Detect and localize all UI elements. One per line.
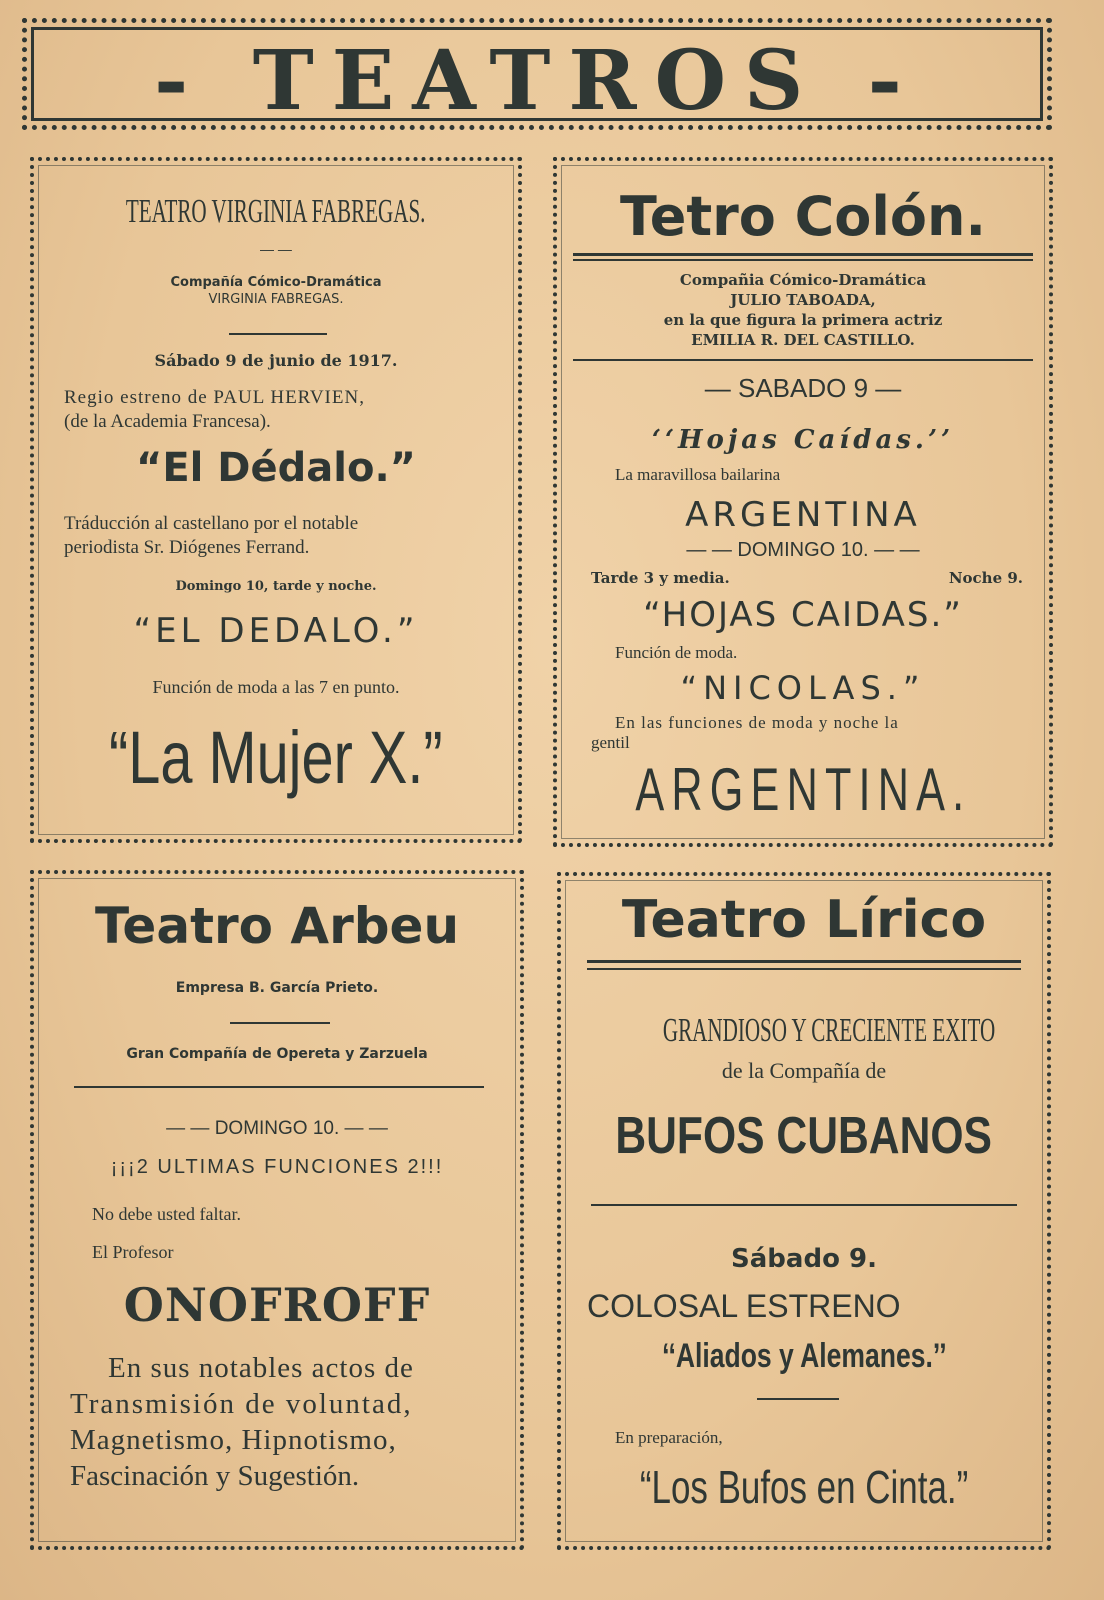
virginia-company-line1: Compañía Cómico-Dramática [170, 275, 382, 290]
divider [573, 359, 1033, 361]
colon-play1: ‘‘Hojas Caídas.’’ [651, 425, 955, 455]
title-underline [573, 253, 1033, 256]
title-underline [587, 960, 1021, 963]
header-title: - TEATROS - [154, 33, 920, 129]
virginia-date: Sábado 9 de junio de 1917. [154, 351, 398, 370]
virginia-company-line2: VIRGINIA FABREGAS. [208, 292, 344, 307]
arbeu-acts-line1: En sus notables actos de [108, 1352, 414, 1384]
virginia-play1: “El Dédalo.” [136, 445, 416, 491]
arbeu-title: Teatro Arbeu [94, 897, 460, 955]
colon-sunday: — — DOMINGO 10. — — [686, 539, 920, 561]
theaters-header-frame [22, 18, 1052, 130]
ad-teatro-arbeu [30, 870, 524, 1550]
ad-teatro-virginia-fabregas [30, 157, 522, 843]
colon-play2: “HOJAS CAIDAS.” [643, 595, 963, 635]
virginia-trad-line2: periodista Sr. Diógenes Ferrand. [64, 537, 310, 558]
lirico-preparacion: En preparación, [615, 1428, 723, 1447]
arbeu-empresa: Empresa B. García Prieto. [175, 980, 379, 996]
lirico-compania: de la Compañía de [721, 1058, 887, 1083]
title-underline [587, 968, 1021, 970]
virginia-title: TEATRO VIRGINIA FABREGAS. [126, 193, 426, 230]
virginia-estreno-line2: (de la Academia Francesa). [64, 411, 271, 432]
ad-teatro-colon [553, 157, 1053, 847]
colon-company-line4: EMILIA R. DEL CASTILLO. [691, 331, 915, 349]
lirico-play2: “Los Bufos en Cinta.” [639, 1461, 969, 1513]
virginia-sunday: Domingo 10, tarde y noche. [175, 579, 377, 594]
lirico-exito: GRANDIOSO Y CRECIENTE EXITO [662, 1012, 996, 1049]
colon-company-line1: Compañia Cómico-Dramática [679, 271, 927, 289]
arbeu-acts-line4: Fascinación y Sugestión. [70, 1460, 360, 1492]
divider [229, 333, 327, 335]
colon-funcion: Función de moda. [615, 643, 738, 662]
virginia-play2: “EL DEDALO.” [133, 611, 419, 651]
arbeu-acts-line3: Magnetismo, Hipnotismo, [70, 1424, 397, 1456]
colon-bailarina: La maravillosa bailarina [615, 465, 781, 484]
colon-saturday: — SABADO 9 — [704, 373, 902, 403]
arbeu-name: ONOFROFF [123, 1278, 431, 1332]
virginia-dash: — — [260, 241, 292, 257]
divider [74, 1086, 484, 1088]
colon-argentina2: ARGENTINA. [634, 756, 972, 823]
virginia-funcion: Función de moda a las 7 en punto. [152, 677, 400, 697]
colon-tarde: Tarde 3 y media. [591, 569, 730, 587]
arbeu-acts-line2: Transmisión de voluntad, [70, 1388, 413, 1420]
colon-noche: Noche 9. [948, 569, 1023, 587]
arbeu-ultimas: ¡¡¡2 ULTIMAS FUNCIONES 2!!! [110, 1156, 444, 1178]
divider [757, 1398, 839, 1400]
colon-company-line3: en la que figura la primera actriz [663, 311, 943, 329]
arbeu-sunday: — — DOMINGO 10. — — [166, 1118, 388, 1139]
colon-play3: “NICOLAS.” [680, 669, 926, 707]
arbeu-faltar: No debe usted faltar. [92, 1204, 241, 1224]
lirico-estreno: COLOSAL ESTRENO [587, 1288, 901, 1324]
colon-argentina1: ARGENTINA [685, 495, 921, 535]
colon-gentil-line1: En las funciones de moda y noche la [615, 713, 899, 732]
colon-title: Tetro Colón. [620, 185, 986, 248]
lirico-bufos: BUFOS CUBANOS [615, 1107, 993, 1165]
lirico-title: Teatro Lírico [621, 890, 987, 950]
arbeu-profesor: El Profesor [92, 1242, 174, 1262]
divider [230, 1022, 330, 1024]
divider [591, 1204, 1017, 1206]
ad-teatro-lirico [557, 872, 1051, 1550]
colon-gentil-line2: gentil [591, 733, 630, 752]
colon-company-line2: JULIO TABOADA, [730, 291, 876, 309]
virginia-estreno-line1: Regio estreno de PAUL HERVIEN, [64, 387, 365, 408]
lirico-saturday: Sábado 9. [731, 1244, 877, 1274]
title-underline [573, 259, 1033, 261]
virginia-play3: “La Mujer X.” [109, 716, 443, 799]
lirico-play1: ‘‘Aliados y Alemanes.’’ [661, 1337, 947, 1375]
arbeu-company: Gran Compañía de Opereta y Zarzuela [126, 1046, 428, 1062]
virginia-trad-line1: Tráducción al castellano por el notable [64, 513, 359, 534]
